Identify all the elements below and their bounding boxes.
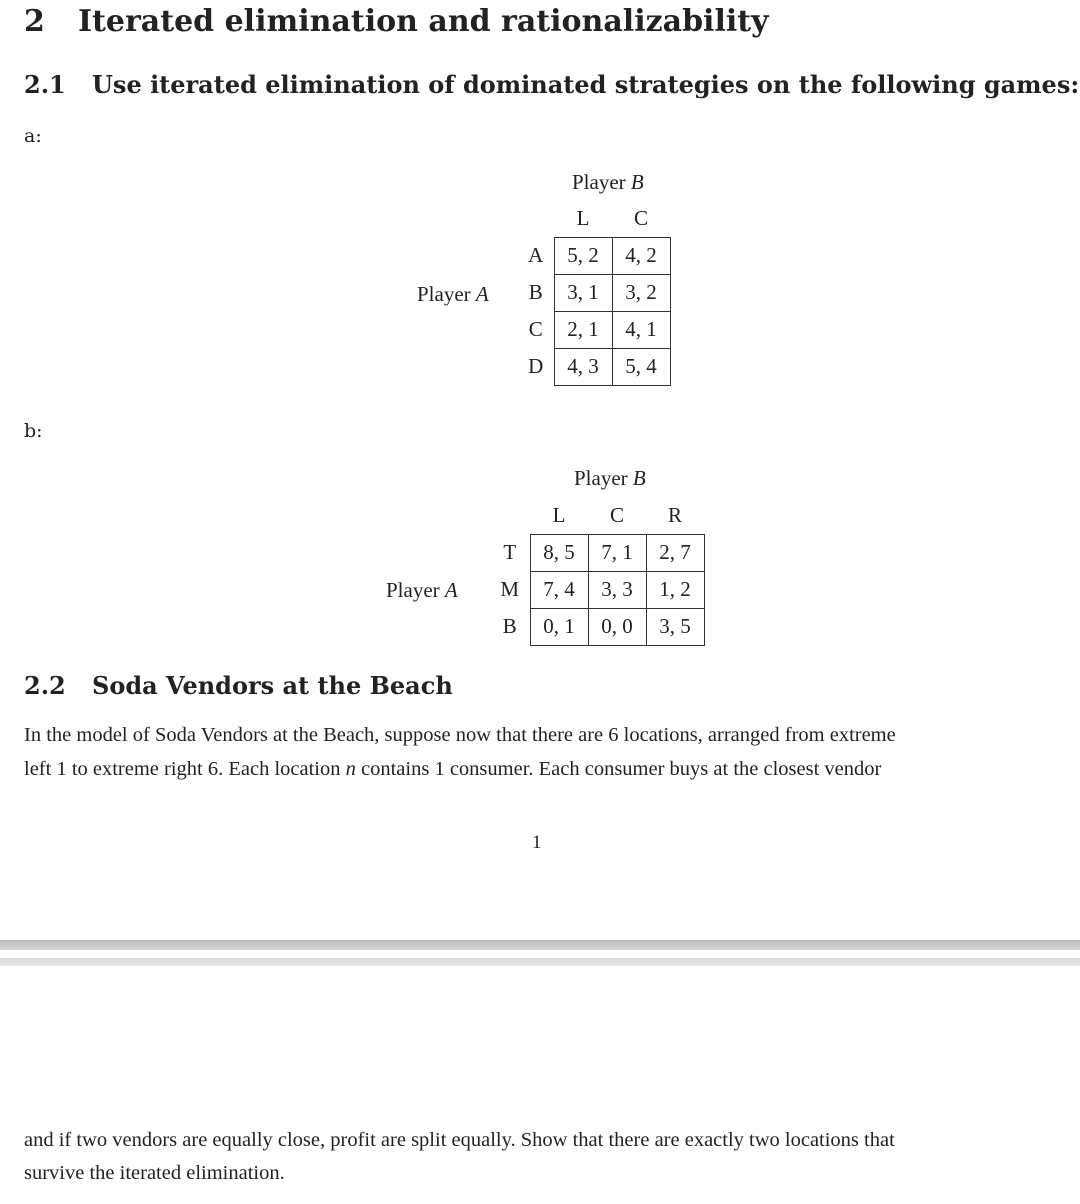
game-b-player-b-label: Player B — [574, 466, 646, 490]
payoff-cell: 7, 1 — [588, 534, 646, 571]
game-a-player-a-label: Player A — [417, 282, 489, 306]
subsection-2-number: 2.2 — [24, 671, 66, 700]
game-b-player-a-label: Player A — [386, 578, 458, 602]
row-header: A — [528, 243, 544, 267]
section-number: 2 — [24, 4, 45, 39]
payoff-cell: 0, 1 — [530, 608, 588, 645]
row-header: C — [528, 317, 543, 341]
payoff-cell: 2, 7 — [646, 534, 704, 571]
game-a-label: a: — [24, 125, 42, 147]
payoff-cell: 3, 3 — [588, 571, 646, 608]
paragraph-line: left 1 to extreme right 6. Each location n contains 1 consumer. Each consumer buys at the closest vendor — [24, 758, 882, 780]
column-header: C — [609, 502, 624, 527]
row-header: B — [502, 614, 517, 638]
subsection-title: Use iterated elimination of dominated strategies on the following games: — [92, 70, 1080, 99]
page-break-divider — [0, 940, 1080, 950]
paragraph-line: survive the iterated elimination. — [24, 1162, 285, 1184]
payoff-cell: 1, 2 — [646, 571, 704, 608]
column-header: L — [552, 502, 566, 527]
payoff-cell: 2, 1 — [554, 311, 612, 348]
paragraph-line: and if two vendors are equally close, profit are split equally. Show that there are exactly two locations that — [24, 1129, 895, 1151]
payoff-cell: 0, 0 — [588, 608, 646, 645]
column-header: L — [576, 205, 590, 230]
payoff-cell: 4, 2 — [612, 237, 670, 274]
row-header: B — [528, 280, 543, 304]
page-number: 1 — [532, 832, 542, 853]
column-header: R — [667, 502, 682, 527]
game-a-payoff-matrix — [518, 200, 671, 386]
subsection-2-title: Soda Vendors at the Beach — [92, 671, 453, 700]
payoff-cell: 3, 2 — [612, 274, 670, 311]
page-break-divider — [0, 958, 1080, 966]
payoff-cell: 4, 3 — [554, 348, 612, 385]
payoff-cell: 8, 5 — [530, 534, 588, 571]
payoff-cell: 3, 5 — [646, 608, 704, 645]
row-header: D — [528, 354, 544, 378]
payoff-cell: 4, 1 — [612, 311, 670, 348]
row-header: M — [500, 577, 520, 601]
column-header: C — [633, 205, 648, 230]
payoff-cell: 3, 1 — [554, 274, 612, 311]
payoff-cell: 5, 4 — [612, 348, 670, 385]
row-header: T — [503, 540, 517, 564]
payoff-cell: 7, 4 — [530, 571, 588, 608]
section-title: Iterated elimination and rationalizability — [78, 4, 769, 39]
game-b-label: b: — [24, 420, 43, 442]
game-a-player-b-label: Player B — [572, 170, 644, 194]
game-b-payoff-matrix — [490, 497, 705, 646]
paragraph-line: In the model of Soda Vendors at the Beach, suppose now that there are 6 locations, arranged from extreme — [24, 724, 896, 746]
payoff-cell: 5, 2 — [554, 237, 612, 274]
subsection-number: 2.1 — [24, 70, 66, 99]
